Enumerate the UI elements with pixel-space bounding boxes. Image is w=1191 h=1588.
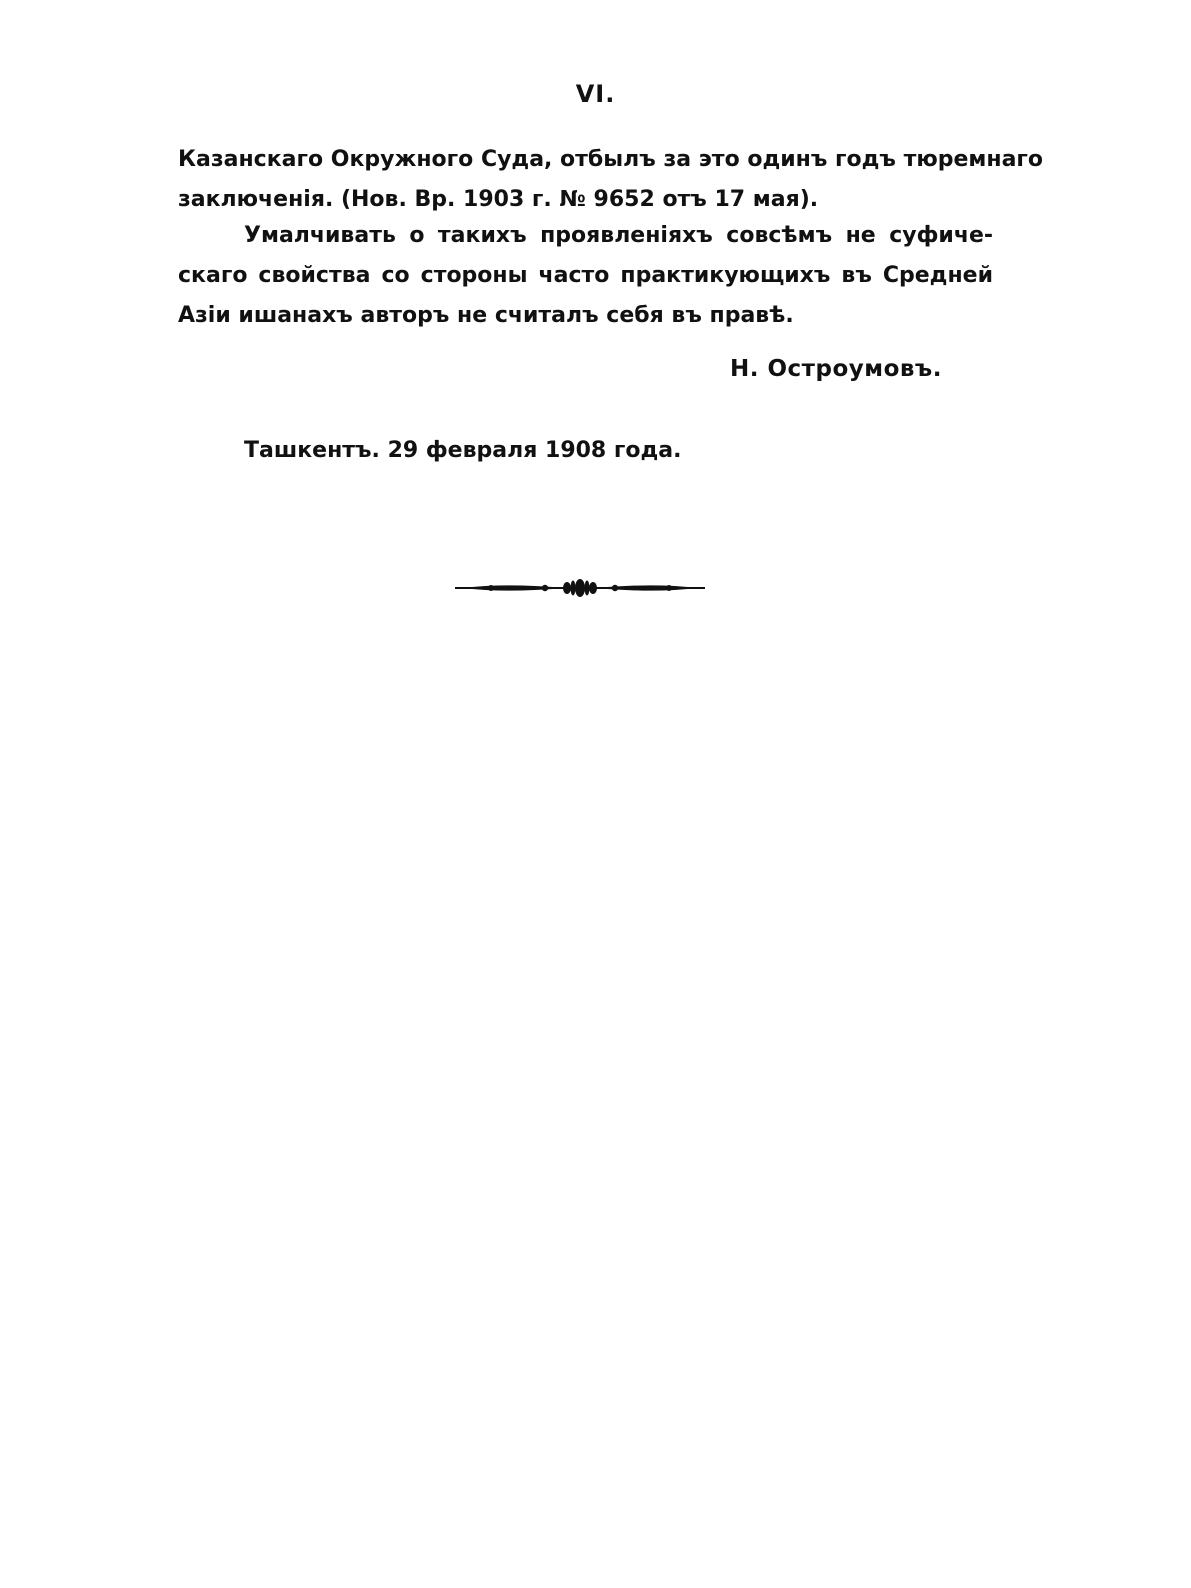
paragraph-2	[178, 216, 993, 336]
ornamental-divider-icon	[455, 576, 705, 600]
place-and-date: Ташкентъ. 29 февраля 1908 года.	[244, 438, 682, 463]
paragraph-1-line-1: Казанскаго Окружного Суда, отбылъ за это одинъ годъ тюремнаго	[178, 147, 1044, 172]
paragraph-1	[178, 140, 1044, 220]
paragraph-2-line-2: скаго свойства со стороны часто практикующихъ въ Средней	[178, 263, 993, 288]
author-signature: Н. Остроумовъ.	[730, 356, 942, 382]
paragraph-2-line-1: Умалчивать о такихъ проявленіяхъ совсѣмъ не суфиче-	[244, 223, 993, 248]
paragraph-1-line-2: заключенія. (Нов. Вр. 1903 г. № 9652 отъ 17 мая).	[178, 187, 819, 212]
page-number: VI.	[575, 80, 616, 108]
paragraph-2-line-3: Азіи ишанахъ авторъ не считалъ себя въ правѣ.	[178, 303, 794, 328]
